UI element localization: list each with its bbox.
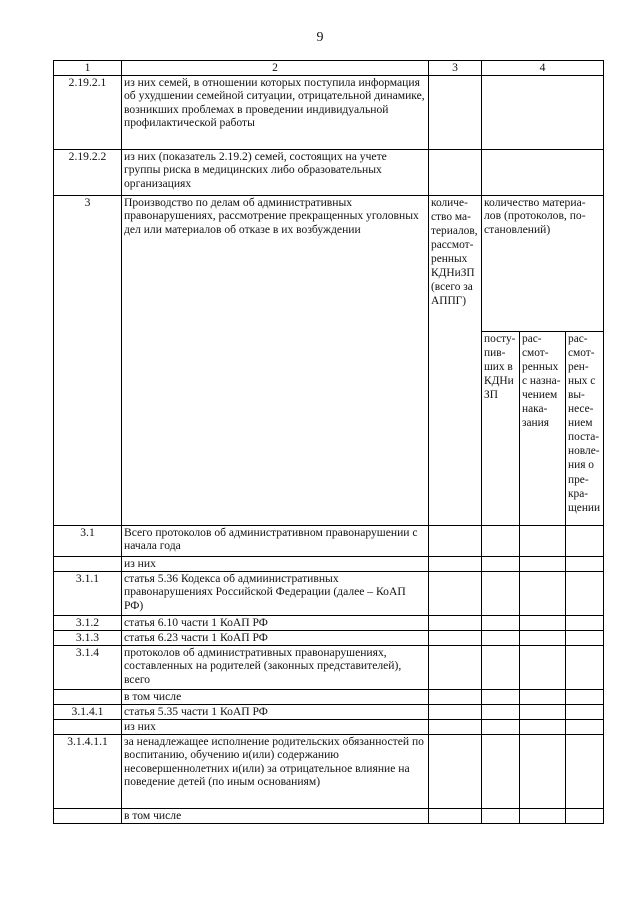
- empty-cell: [429, 630, 482, 645]
- empty-cell: [520, 719, 566, 734]
- row-text: статья 6.10 части 1 КоАП РФ: [122, 615, 429, 630]
- empty-cell: [429, 615, 482, 630]
- row-text: статья 6.23 части 1 КоАП РФ: [122, 630, 429, 645]
- empty-cell: [482, 734, 520, 808]
- table-row: [54, 689, 604, 704]
- col4-sub-terminated: рас-смот-рен-ных с вы-несе-нием поста-новле-ния о пре-кра-щении: [566, 331, 604, 525]
- empty-cell: [429, 571, 482, 615]
- row-number: [54, 719, 122, 734]
- row-text: Производство по делам об административных правонарушениях, рассмотрение прекращенных уголовных дел или материалов об отказе в их возбуждении: [122, 195, 429, 525]
- empty-cell: [429, 808, 482, 823]
- row-number: 3: [54, 195, 122, 525]
- empty-cell: [482, 645, 520, 689]
- row-text: из них: [122, 556, 429, 571]
- row-number: [54, 808, 122, 823]
- col-header-1: 1: [54, 61, 122, 76]
- report-table: [53, 60, 604, 824]
- empty-cell: [520, 808, 566, 823]
- table-row: [54, 195, 604, 331]
- empty-cell: [482, 75, 604, 149]
- table-row: [54, 149, 604, 195]
- empty-cell: [520, 689, 566, 704]
- empty-cell: [482, 808, 520, 823]
- empty-cell: [566, 689, 604, 704]
- row-number: [54, 556, 122, 571]
- empty-cell: [482, 615, 520, 630]
- row-text: Всего протоколов об административном правонарушении с начала года: [122, 525, 429, 556]
- empty-cell: [566, 704, 604, 719]
- empty-cell: [566, 525, 604, 556]
- table-row: [54, 556, 604, 571]
- row-text: протоколов об административных правонарушениях, составленных на родителей (законных представителей), всего: [122, 645, 429, 689]
- table-row: [54, 808, 604, 823]
- table-row: [54, 615, 604, 630]
- empty-cell: [429, 556, 482, 571]
- empty-cell: [429, 689, 482, 704]
- page-number: 9: [316, 30, 324, 45]
- empty-cell: [429, 75, 482, 149]
- empty-cell: [520, 734, 566, 808]
- empty-cell: [429, 719, 482, 734]
- empty-cell: [429, 149, 482, 195]
- col4-sub-punished: рас-смот-ренных с назна-чением нака-зания: [520, 331, 566, 525]
- row-number: 3.1.4: [54, 645, 122, 689]
- row-number: 3.1.2: [54, 615, 122, 630]
- row-text: из них: [122, 719, 429, 734]
- empty-cell: [566, 808, 604, 823]
- row-number: 2.19.2.2: [54, 149, 122, 195]
- empty-cell: [520, 525, 566, 556]
- empty-cell: [566, 556, 604, 571]
- empty-cell: [520, 630, 566, 645]
- table-row: [54, 75, 604, 149]
- row-number: 3.1: [54, 525, 122, 556]
- empty-cell: [566, 630, 604, 645]
- row-text: из них (показатель 2.19.2) семей, состоящих на учете группы риска в медицинских либо образовательных организациях: [122, 149, 429, 195]
- row-text: из них семей, в отношении которых поступила информация об ухудшении семейной ситуации, отрицательной динамике, возникших проблемах в проведении индивидуальной профилактической работы: [122, 75, 429, 149]
- table-row: [54, 525, 604, 556]
- empty-cell: [429, 704, 482, 719]
- empty-cell: [566, 734, 604, 808]
- empty-cell: [482, 571, 520, 615]
- table-row: [54, 719, 604, 734]
- table-row: [54, 704, 604, 719]
- col4-sub-received: посту-пив-ших в КДНи ЗП: [482, 331, 520, 525]
- empty-cell: [482, 719, 520, 734]
- empty-cell: [520, 556, 566, 571]
- col3-header: количе-ство ма-териалов, рассмот-ренных КДНиЗП (всего за АППГ): [429, 195, 482, 525]
- col-header-4: 4: [482, 61, 604, 76]
- empty-cell: [520, 704, 566, 719]
- row-text: за ненадлежащее исполнение родительских обязанностей по воспитанию, обучению и(или) содержанию несовершеннолетних и(или) за отрицательное влияние на поведение детей (по иным основаниям): [122, 734, 429, 808]
- empty-cell: [566, 571, 604, 615]
- col-header-3: 3: [429, 61, 482, 76]
- row-number: 3.1.4.1.1: [54, 734, 122, 808]
- empty-cell: [520, 645, 566, 689]
- table-row: [54, 645, 604, 689]
- empty-cell: [482, 556, 520, 571]
- empty-cell: [482, 525, 520, 556]
- row-number: 3.1.4.1: [54, 704, 122, 719]
- row-text: в том числе: [122, 808, 429, 823]
- row-number: 3.1.1: [54, 571, 122, 615]
- table-row: [54, 571, 604, 615]
- table-row: [54, 734, 604, 808]
- row-number: 3.1.3: [54, 630, 122, 645]
- empty-cell: [520, 571, 566, 615]
- empty-cell: [429, 734, 482, 808]
- col-header-2: 2: [122, 61, 429, 76]
- row-number: 2.19.2.1: [54, 75, 122, 149]
- empty-cell: [429, 645, 482, 689]
- table-row: [54, 630, 604, 645]
- empty-cell: [566, 719, 604, 734]
- empty-cell: [566, 615, 604, 630]
- row-text: в том числе: [122, 689, 429, 704]
- row-text: статья 5.35 части 1 КоАП РФ: [122, 704, 429, 719]
- empty-cell: [520, 615, 566, 630]
- empty-cell: [566, 645, 604, 689]
- row-number: [54, 689, 122, 704]
- empty-cell: [482, 630, 520, 645]
- row-text: статья 5.36 Кодекса об адмиинистративных правонарушениях Российской Федерации (далее – КоАП РФ): [122, 571, 429, 615]
- empty-cell: [429, 525, 482, 556]
- column-number-row: [54, 61, 604, 76]
- empty-cell: [482, 689, 520, 704]
- empty-cell: [482, 704, 520, 719]
- empty-cell: [482, 149, 604, 195]
- col4-header: количество материа-лов (протоколов, по-становлений): [482, 195, 604, 331]
